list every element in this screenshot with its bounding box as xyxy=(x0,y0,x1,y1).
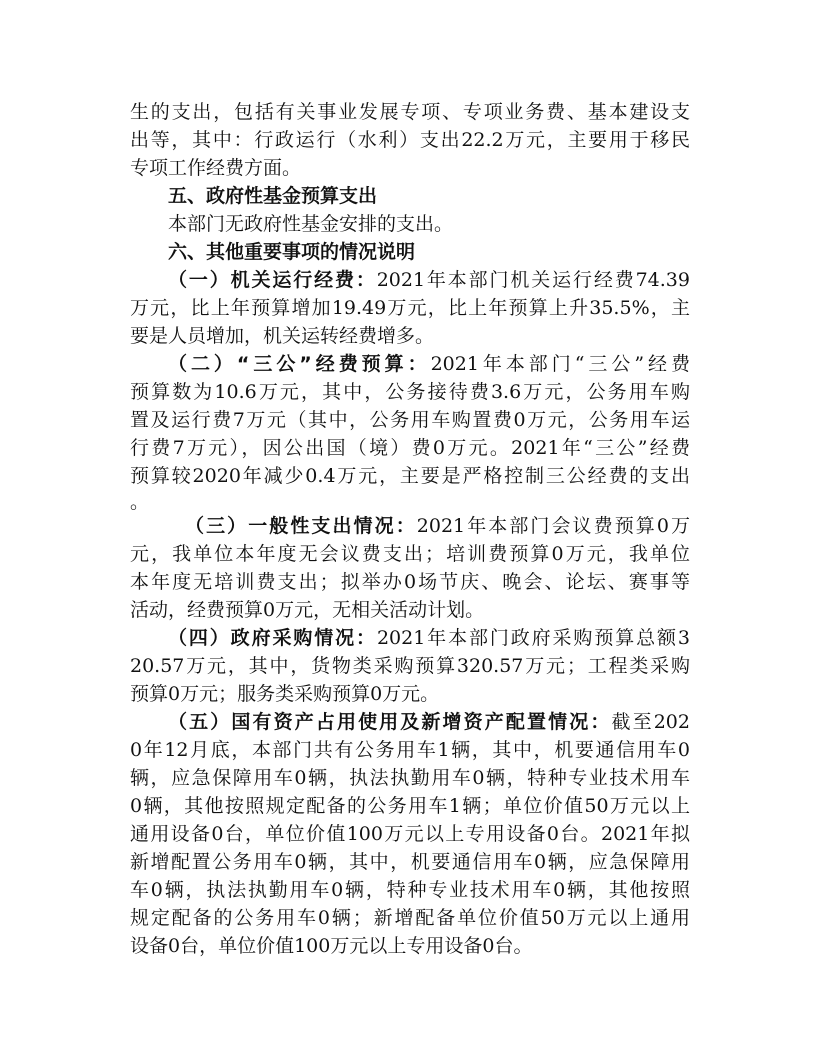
item2-line: 置及运行费7万元（其中，公务用车购置费0万元，公务用车运 xyxy=(130,409,690,431)
item3-text: 2021年本部门会议费预算0万 xyxy=(416,515,690,537)
item2-line: 行费7万元），因公出国（境）费0万元。2021年“三公”经费 xyxy=(130,437,690,459)
section5-body: 本部门无政府性基金安排的支出。 xyxy=(168,213,454,235)
item4-line: 20.57万元，其中，货物类采购预算320.57万元；工程类采购 xyxy=(130,655,690,677)
item4-label: （四）政府采购情况： xyxy=(168,627,377,649)
para-continuation-line: 专项工作经费方面。 xyxy=(130,157,302,179)
item3-label: （三）一般性支出情况： xyxy=(185,515,417,537)
item5-line: 辆，应急保障用车0辆，执法执勤用车0辆，特种专业技术用车 xyxy=(130,767,690,789)
item2-line: 。 xyxy=(130,491,150,513)
item3-line: 本年度无培训费支出；拟举办0场节庆、晚会、论坛、赛事等 xyxy=(130,571,690,593)
item3-first-line xyxy=(185,512,690,540)
section-heading-5: 五、政府性基金预算支出 xyxy=(168,185,378,207)
item1-line: 万元，比上年预算增加19.49万元，比上年预算上升35.5%，主 xyxy=(130,297,690,319)
item2-line: 预算数为10.6万元，其中，公务接待费3.6万元，公务用车购 xyxy=(130,381,690,403)
item1-label: （一）机关运行经费： xyxy=(168,269,377,291)
item1-text: 2021年本部门机关运行经费74.39 xyxy=(376,269,690,291)
item4-text: 2021年本部门政府采购预算总额3 xyxy=(376,627,690,649)
item3-line: 活动，经费预算0万元，无相关活动计划。 xyxy=(130,599,485,621)
item4-first-line xyxy=(168,624,690,652)
item2-text: 2021年本部门“三公”经费 xyxy=(430,353,690,375)
item5-line: 新增配置公务用车0辆，其中，机要通信用车0辆，应急保障用 xyxy=(130,851,690,873)
item5-line: 0年12月底，本部门共有公务用车1辆，其中，机要通信用车0 xyxy=(130,739,690,761)
item5-text: 截至202 xyxy=(611,711,690,733)
item3-line: 元，我单位本年度无会议费支出；培训费预算0万元，我单位 xyxy=(130,543,690,565)
item5-line: 0辆，其他按照规定配备的公务用车1辆；单位价值50万元以上 xyxy=(130,795,690,817)
item2-first-line xyxy=(168,350,690,378)
item5-line: 通用设备0台，单位价值100万元以上专用设备0台。2021年拟 xyxy=(130,823,690,845)
item5-label: （五）国有资产占用使用及新增资产配置情况： xyxy=(168,711,612,733)
para-continuation-line: 出等，其中：行政运行（水利）支出22.2万元，主要用于移民 xyxy=(130,129,690,151)
item5-first-line xyxy=(168,708,690,736)
item2-line: 预算较2020年减少0.4万元，主要是严格控制三公经费的支出 xyxy=(130,465,690,487)
item5-line: 设备0台，单位价值100万元以上专用设备0台。 xyxy=(130,935,533,957)
item1-first-line xyxy=(168,266,690,294)
item5-line: 规定配备的公务用车0辆；新增配备单位价值50万元以上通用 xyxy=(130,907,690,929)
item2-label: （二）“三公”经费预算： xyxy=(168,353,431,375)
item5-line: 车0辆，执法执勤用车0辆，特种专业技术用车0辆，其他按照 xyxy=(130,879,690,901)
section-heading-6: 六、其他重要事项的情况说明 xyxy=(168,241,416,263)
item4-line: 预算0万元；服务类采购预算0万元。 xyxy=(130,683,440,705)
para-continuation-line: 生的支出，包括有关事业发展专项、专项业务费、基本建设支 xyxy=(130,101,690,123)
item1-line: 要是人员增加，机关运转经费增多。 xyxy=(130,325,435,347)
